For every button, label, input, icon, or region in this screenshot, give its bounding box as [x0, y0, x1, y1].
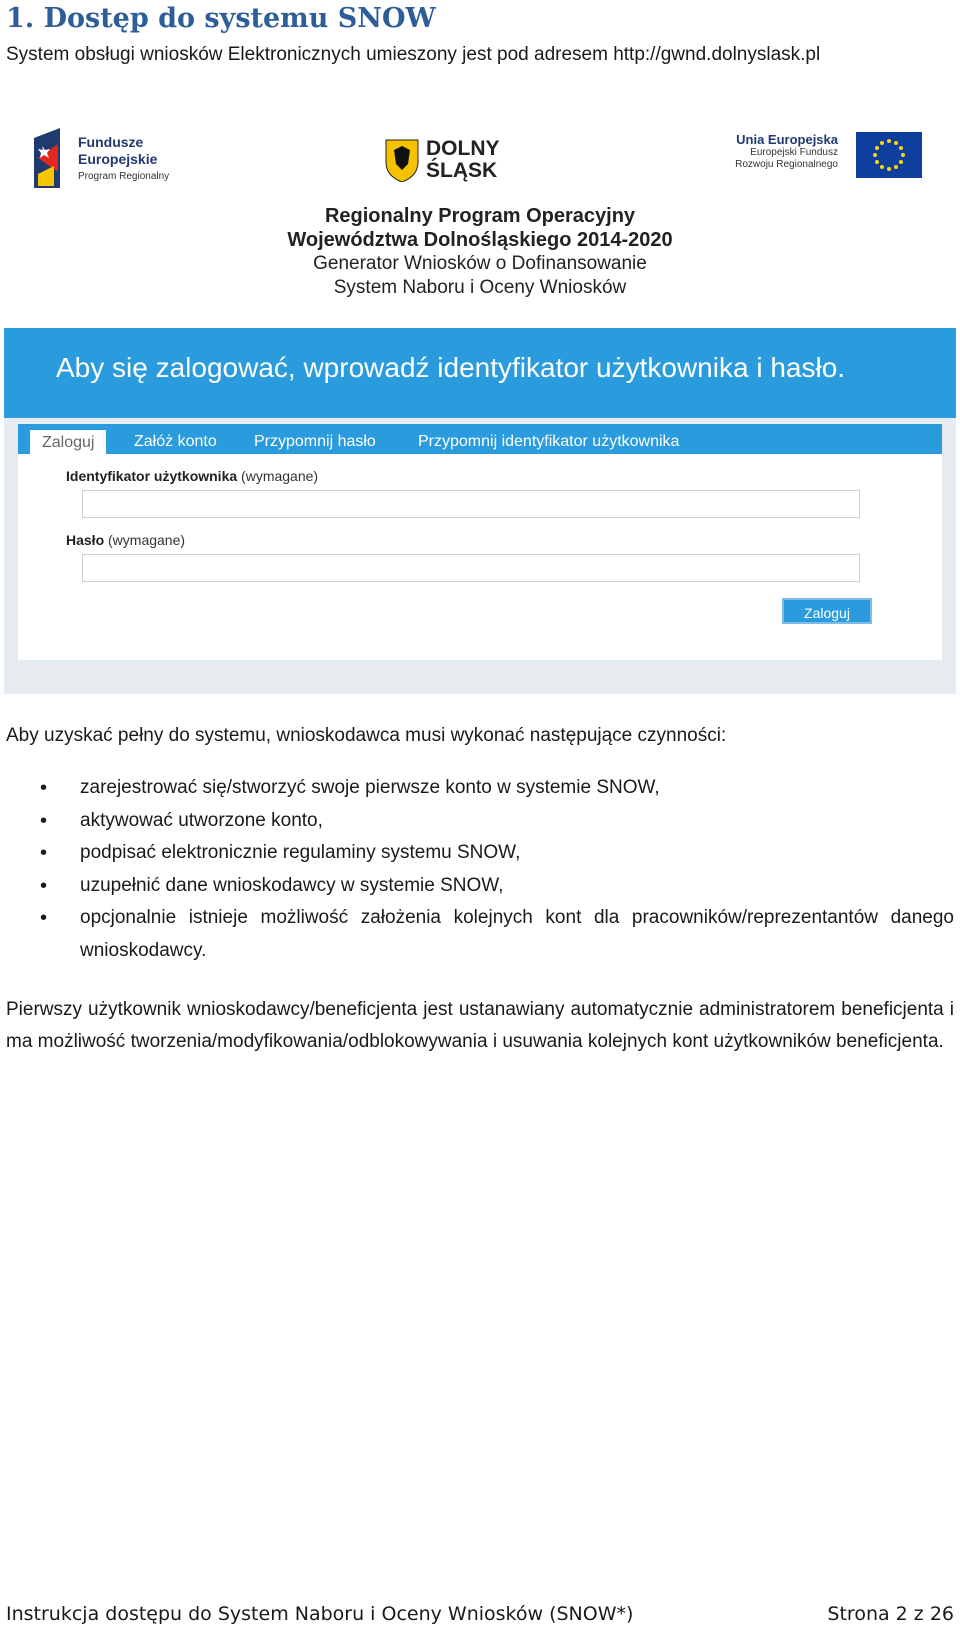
list-item: • uzupełnić dane wnioskodawcy w systemie SNOW,: [40, 870, 954, 903]
tab-przypomnij-identyfikator[interactable]: Przypomnij identyfikator użytkownika: [418, 433, 680, 450]
password-input[interactable]: [82, 554, 860, 582]
list-item: • zarejestrować się/stworzyć swoje pierwsze konto w systemie SNOW,: [40, 772, 954, 805]
eu-flag-icon: [856, 132, 922, 178]
logo-bar: [4, 118, 956, 328]
unia-europejska-logo: [720, 132, 926, 182]
ds-line1: DOLNY: [426, 137, 500, 160]
tab-zaloguj[interactable]: Zaloguj: [30, 430, 106, 460]
ue-line1: Unia Europejska: [736, 132, 838, 147]
steps-list: [40, 772, 954, 967]
ue-line3: Rozwoju Regionalnego: [735, 159, 838, 170]
tab-przypomnij-haslo[interactable]: Przypomnij hasło: [254, 433, 376, 450]
admin-paragraph: Pierwszy użytkownik wnioskodawcy/beneficjenta jest ustanawiany automatycznie administratorem beneficjenta i ma możliwość tworzenia/modyfikowania/odblokowywania i usuwania kolejnych kont użytkowników beneficjenta.: [6, 999, 954, 1052]
footer-left: Instrukcja dostępu do System Naboru i Oceny Wniosków (SNOW*): [6, 1603, 634, 1625]
login-button[interactable]: Zaloguj: [782, 598, 872, 624]
eagle-crest-icon: [384, 138, 420, 182]
page-heading: 1. Dostęp do systemu SNOW: [6, 3, 436, 34]
ds-line2: ŚLĄSK: [426, 159, 498, 182]
fe-stars-icon: [34, 128, 70, 188]
list-item: • aktywować utworzone konto,: [40, 805, 954, 838]
tab-zaloz-konto[interactable]: Załóż konto: [134, 433, 217, 450]
ue-line2: Europejski Fundusz: [750, 147, 838, 158]
steps-intro: Aby uzyskać pełny do systemu, wnioskodawca musi wykonać następujące czynności:: [6, 725, 727, 746]
list-item: • podpisać elektronicznie regulaminy systemu SNOW,: [40, 837, 954, 870]
login-banner: [4, 328, 956, 418]
login-banner-text: Aby się zalogować, wprowadź identyfikator użytkownika i hasło.: [56, 352, 846, 383]
fe-logo-text: Fundusze Europejskie Program Regionalny: [78, 134, 170, 182]
login-panel: [4, 418, 956, 694]
dolny-slask-logo: [384, 138, 524, 188]
login-card: [18, 424, 942, 660]
user-id-input[interactable]: [82, 490, 860, 518]
user-id-label: Identyfikator użytkownika (wymagane): [66, 468, 319, 484]
fundusze-europejskie-logo: [34, 128, 204, 190]
footer-page-number: Strona 2 z 26: [827, 1603, 954, 1625]
list-item: • opcjonalnie istnieje możliwość założenia kolejnych kont dla pracowników/reprezentantów danego wnioskodawcy.: [40, 902, 954, 967]
login-screenshot: [4, 118, 956, 694]
program-title: Regionalny Program Operacyjny Województwa Dolnośląskiego 2014-2020 Generator Wniosków o Dofinansowanie System Naboru i Oceny Wniosków: [287, 205, 673, 298]
login-tabs: [18, 424, 942, 454]
intro-text: System obsługi wniosków Elektronicznych umieszony jest pod adresem http://gwnd.dolnyslask.pl: [6, 44, 821, 65]
password-label: Hasło (wymagane): [66, 532, 186, 548]
